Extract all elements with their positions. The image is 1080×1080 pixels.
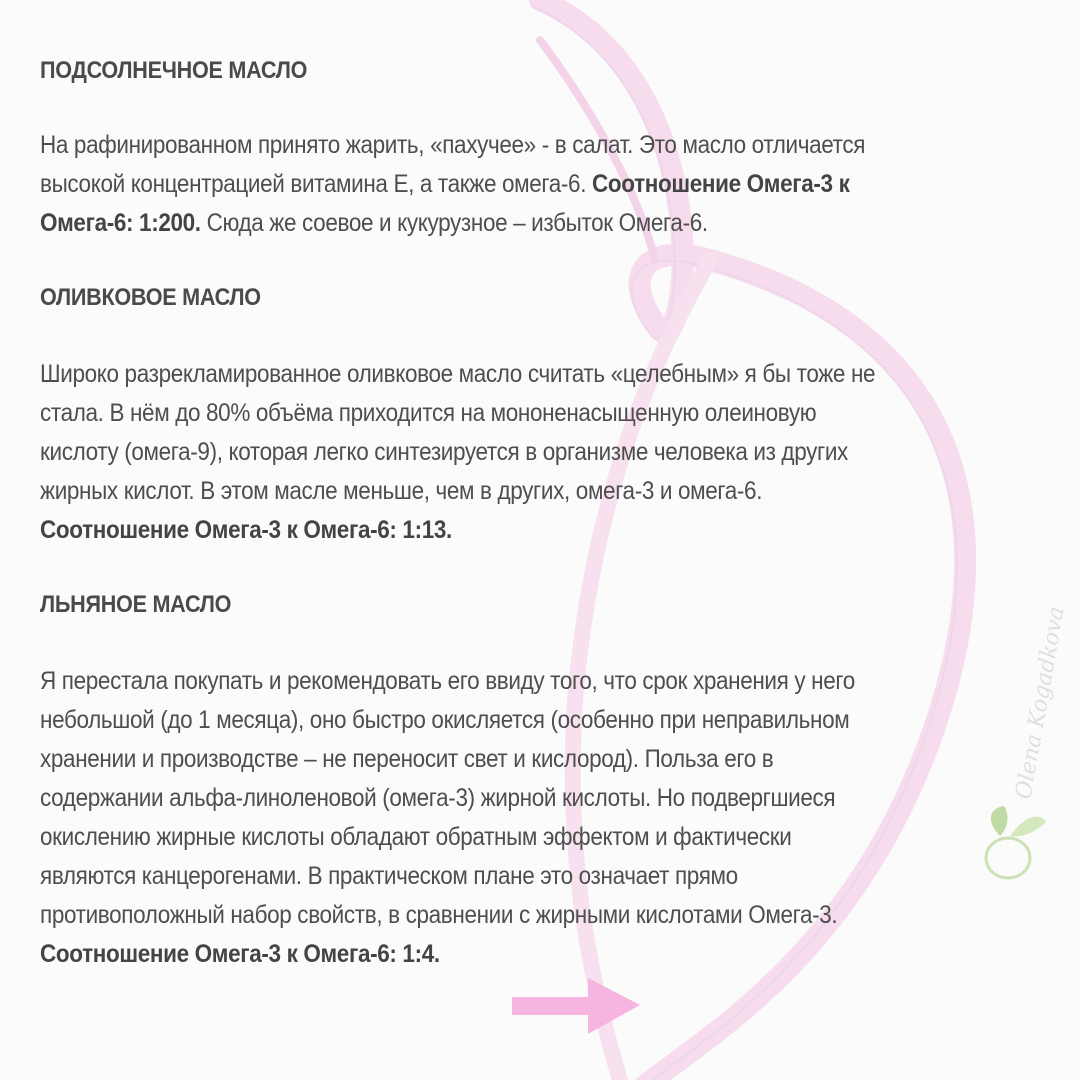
section-heading-flax: ЛЬНЯНОЕ МАСЛО [40,591,232,618]
text-line: хранении и производстве – не переносит свет и кислород). Польза его в [40,745,774,773]
text-line: Омега-6: 1:200. Сюда же соевое и кукурузное – избыток Омега-6. [40,209,708,237]
text-line: стала. В нём до 80% объёма приходится на мононенасыщенную олеиновую [40,399,817,427]
ratio-highlight: Соотношение Омега-3 к Омега-6: 1:13. [40,516,452,544]
text-line: кислоту (омега-9), которая легко синтезируется в организме человека из других [40,438,848,466]
next-arrow-icon [512,978,640,1034]
text-line [40,511,940,550]
section-paragraph-olive [40,355,1040,550]
text-line [40,935,940,974]
text-line: высокой концентрацией витамина Е, а также омега-6. Соотношение Омега-3 к [40,170,850,198]
text-line: Широко разрекламированное оливковое масло считать «целебным» я бы тоже не [40,360,876,388]
ratio-highlight: Омега-6: 1:200. [40,209,201,237]
section-heading-olive: ОЛИВКОВОЕ МАСЛО [40,284,261,311]
text-line: На рафинированном принято жарить, «пахучее» - в салат. Это масло отличается [40,131,866,159]
text-line: противоположный набор свойств, в сравнении с жирными кислотами Омега-3. [40,901,838,929]
text-line: небольшой (до 1 месяца), оно быстро окисляется (особенно при неправильном [40,706,850,734]
text-line: содержании альфа-линоленовой (омега-3) жирной кислоты. Но подвергшиеся [40,784,836,812]
text-line: являются канцерогенами. В практическом плане это означает прямо [40,862,738,890]
text-line: жирных кислот. В этом масле меньше, чем в других, омега-3 и омега-6. [40,477,763,505]
text-line: Я перестала покупать и рекомендовать его ввиду того, что срок хранения у него [40,667,855,695]
section-paragraph-flax [40,662,1040,974]
section-heading-sunflower: ПОДСОЛНЕЧНОЕ МАСЛО [40,57,308,84]
section-paragraph-sunflower [40,126,1040,243]
watermark-signature: Olena Kogadkova [1011,604,1070,802]
ratio-highlight: Соотношение Омега-3 к Омега-6: 1:4. [40,940,440,968]
ratio-highlight: Соотношение Омега-3 к [591,170,850,198]
text-line: окислению жирные кислоты обладают обратным эффектом и фактически [40,823,792,851]
article-content [40,52,1040,974]
